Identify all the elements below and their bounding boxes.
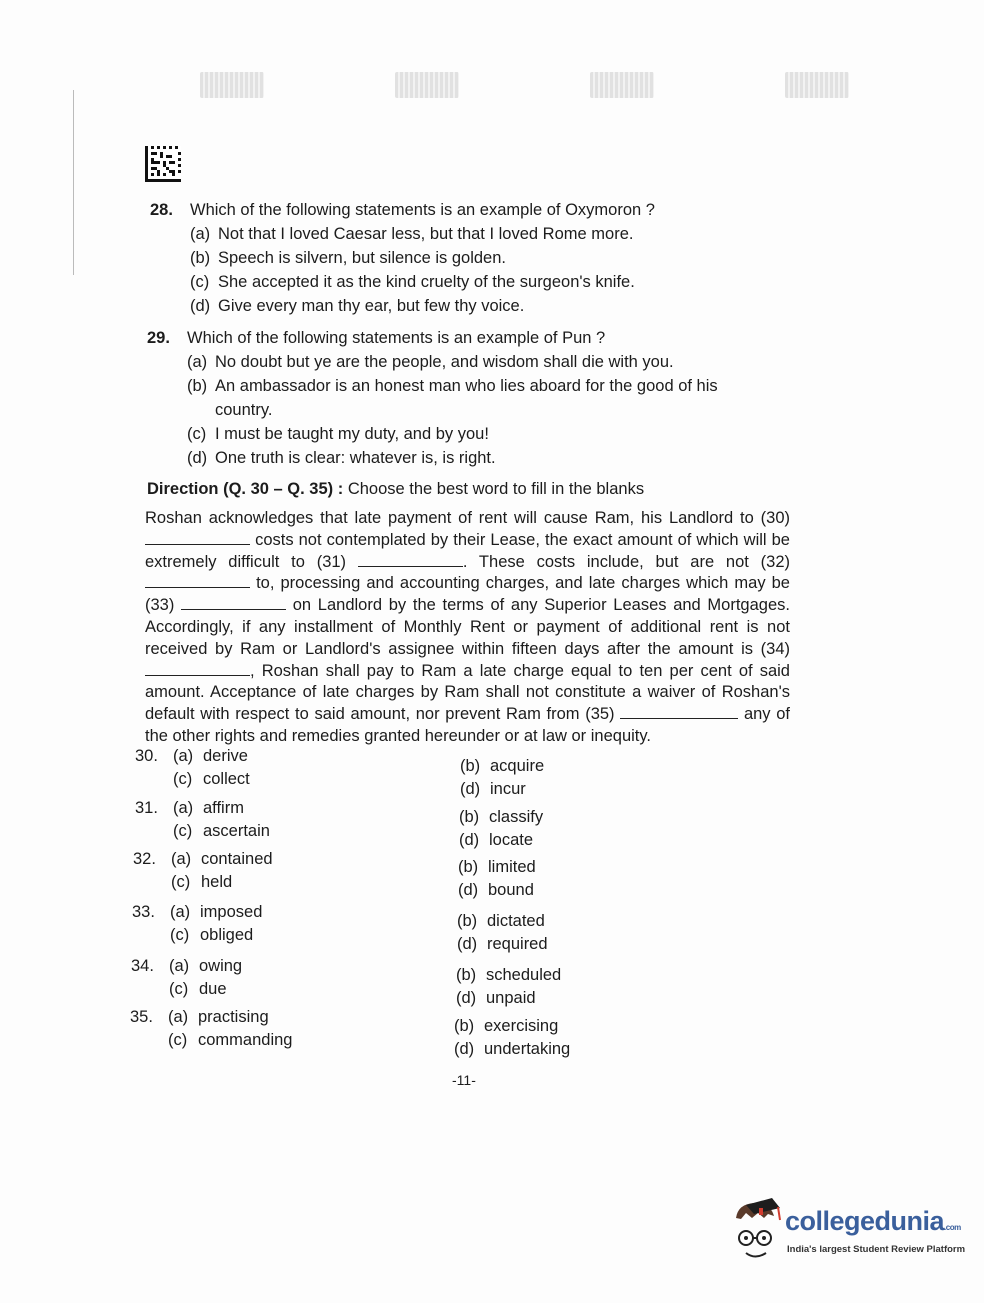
logo-wordmark bbox=[785, 1206, 961, 1237]
blank-30 bbox=[145, 532, 250, 545]
question-30-right bbox=[460, 755, 544, 801]
option-text: An ambassador is an honest man who lies aboard for the good of his country. bbox=[215, 377, 718, 419]
option-text: I must be taught my duty, and by you! bbox=[215, 425, 489, 443]
passage-text: on Landlord by the terms of any Superior Leases and Mortgages. Accordingly, if any installment of Monthly Rent or payment of additional rent is not received by Ram or Landlord's assignee within fifteen days after the amount is (34) bbox=[145, 596, 790, 658]
option bbox=[187, 422, 742, 446]
option-label: (c) bbox=[170, 926, 190, 944]
option-text: Speech is silvern, but silence is golden. bbox=[218, 249, 506, 267]
option-label: (d) bbox=[187, 449, 208, 467]
binding-line bbox=[73, 90, 74, 275]
passage-text: , Roshan shall pay to Ram a late charge equal to ten per cent of said amount. Acceptance of late charges by Ram shall not constitute a waiver of Roshan's default with respect to said amount, nor prevent Ram from (35) bbox=[145, 661, 790, 724]
passage-text: Roshan acknowledges that late payment of rent will cause Ram, his Landlord to (30) bbox=[145, 509, 790, 527]
option-text: required bbox=[487, 935, 548, 953]
option-label: (d) bbox=[459, 831, 480, 849]
option-text: derive bbox=[203, 747, 248, 765]
question-29 bbox=[147, 326, 742, 470]
option-text: Not that I loved Caesar less, but that I loved Rome more. bbox=[218, 225, 634, 243]
option-label: (d) bbox=[457, 935, 478, 953]
scan-watermark bbox=[395, 72, 459, 98]
logo-tagline: India's largest Student Review Platform bbox=[787, 1244, 966, 1255]
option-label: (b) bbox=[460, 757, 481, 775]
option-text: due bbox=[199, 980, 227, 998]
question-number: 34. bbox=[131, 957, 154, 975]
question-32 bbox=[133, 848, 273, 894]
question-33 bbox=[132, 901, 262, 947]
option bbox=[187, 446, 742, 470]
option-label: (a) bbox=[168, 1008, 189, 1026]
option-label: (d) bbox=[460, 780, 481, 798]
passage-text: costs not contemplated by their Lease, the exact amount of which will be extremely difficult to (31) bbox=[145, 530, 790, 571]
option-text: practising bbox=[198, 1008, 269, 1026]
question-35-right bbox=[454, 1015, 570, 1061]
option-label: (b) bbox=[454, 1017, 475, 1035]
question-35 bbox=[130, 1006, 292, 1052]
option-label: (b) bbox=[456, 966, 477, 984]
blank-32 bbox=[145, 575, 250, 588]
option-label: (c) bbox=[168, 1031, 188, 1049]
option-text: undertaking bbox=[484, 1040, 571, 1058]
option-text: No doubt but ye are the people, and wisdom shall die with you. bbox=[215, 353, 674, 371]
question-33-right bbox=[457, 910, 548, 956]
passage-text: to, processing and accounting charges, and late charges which may be (33) bbox=[145, 574, 790, 615]
option-text: ascertain bbox=[203, 822, 270, 840]
question-number: 35. bbox=[130, 1008, 153, 1026]
passage bbox=[145, 508, 790, 748]
option bbox=[187, 374, 742, 422]
option bbox=[190, 222, 655, 246]
question-31 bbox=[135, 797, 270, 843]
question-number: 33. bbox=[132, 903, 155, 921]
logo-suffix: .com bbox=[944, 1223, 961, 1232]
option bbox=[187, 350, 742, 374]
option-label: (c) bbox=[190, 273, 210, 291]
collegedunia-logo[interactable] bbox=[728, 1198, 966, 1268]
option bbox=[190, 246, 655, 270]
qr-code-icon bbox=[145, 146, 181, 182]
option-label: (a) bbox=[190, 225, 211, 243]
question-30 bbox=[135, 745, 250, 791]
option-label: (b) bbox=[459, 808, 480, 826]
option-label: (c) bbox=[171, 873, 191, 891]
option-text: dictated bbox=[487, 912, 545, 930]
passage-text: any of the other rights and remedies granted hereunder or at law or inequity. bbox=[145, 705, 790, 745]
option-label: (c) bbox=[173, 822, 193, 840]
option-label: (c) bbox=[169, 980, 189, 998]
option bbox=[190, 270, 655, 294]
option-label: (a) bbox=[173, 799, 194, 817]
question-34-right bbox=[456, 964, 561, 1010]
option-label: (a) bbox=[173, 747, 194, 765]
option-label: (d) bbox=[454, 1040, 475, 1058]
option-label: (a) bbox=[187, 353, 208, 371]
question-number: 29. bbox=[147, 329, 170, 347]
option-label: (c) bbox=[187, 425, 207, 443]
option-text: acquire bbox=[490, 757, 545, 775]
question-28 bbox=[150, 198, 655, 318]
question-number: 31. bbox=[135, 799, 158, 817]
option-text: She accepted it as the kind cruelty of the surgeon's knife. bbox=[218, 273, 635, 291]
blank-31 bbox=[358, 554, 463, 567]
option-text: collect bbox=[203, 770, 250, 788]
scan-watermark bbox=[785, 72, 849, 98]
page-number: -11- bbox=[452, 1072, 476, 1088]
question-34 bbox=[131, 955, 242, 1001]
passage-text: . These costs include, but are not (32) bbox=[462, 552, 790, 571]
option-label: (b) bbox=[190, 249, 211, 267]
question-32-right bbox=[458, 856, 536, 902]
option-text: imposed bbox=[200, 903, 263, 921]
option-label: (d) bbox=[458, 881, 479, 899]
option-text: owing bbox=[199, 957, 243, 975]
option-label: (a) bbox=[171, 850, 192, 868]
scan-watermark bbox=[200, 72, 264, 98]
blank-35 bbox=[620, 706, 738, 719]
question-number: 30. bbox=[135, 747, 158, 765]
option-label: (a) bbox=[170, 903, 191, 921]
option-text: contained bbox=[201, 850, 273, 868]
option-text: locate bbox=[489, 831, 534, 849]
question-stem: Which of the following statements is an example of Pun ? bbox=[187, 329, 606, 347]
option-text: limited bbox=[488, 858, 536, 876]
question-number: 28. bbox=[150, 201, 173, 219]
direction-heading: Direction (Q. 30 – Q. 35) : bbox=[147, 480, 344, 498]
option-text: exercising bbox=[484, 1017, 559, 1035]
option-label: (c) bbox=[173, 770, 193, 788]
option-text: held bbox=[201, 873, 233, 891]
option-text: classify bbox=[489, 808, 544, 826]
question-number: 32. bbox=[133, 850, 156, 868]
option-text: affirm bbox=[203, 799, 244, 817]
direction-instruction: Choose the best word to fill in the blanks bbox=[347, 480, 645, 498]
option bbox=[190, 294, 655, 318]
option-label: (b) bbox=[457, 912, 478, 930]
blank-33 bbox=[181, 597, 286, 610]
option-label: (d) bbox=[190, 297, 211, 315]
option-text: Give every man thy ear, but few thy voice. bbox=[218, 297, 525, 315]
blank-34 bbox=[145, 663, 250, 676]
option-label: (b) bbox=[187, 377, 208, 395]
option-text: scheduled bbox=[486, 966, 562, 984]
option-text: commanding bbox=[198, 1031, 293, 1049]
option-label: (b) bbox=[458, 858, 479, 876]
logo-name: collegedunia bbox=[785, 1206, 945, 1236]
option-text: obliged bbox=[200, 926, 254, 944]
option-text: unpaid bbox=[486, 989, 536, 1007]
option-text: One truth is clear: whatever is, is right. bbox=[215, 449, 496, 467]
question-31-right bbox=[459, 806, 543, 852]
option-label: (a) bbox=[169, 957, 190, 975]
option-text: incur bbox=[490, 780, 526, 798]
question-stem: Which of the following statements is an example of Oxymoron ? bbox=[190, 201, 655, 219]
scan-watermark bbox=[590, 72, 654, 98]
direction bbox=[147, 480, 644, 499]
option-label: (d) bbox=[456, 989, 477, 1007]
option-text: bound bbox=[488, 881, 534, 899]
mascot-icon bbox=[728, 1198, 784, 1268]
